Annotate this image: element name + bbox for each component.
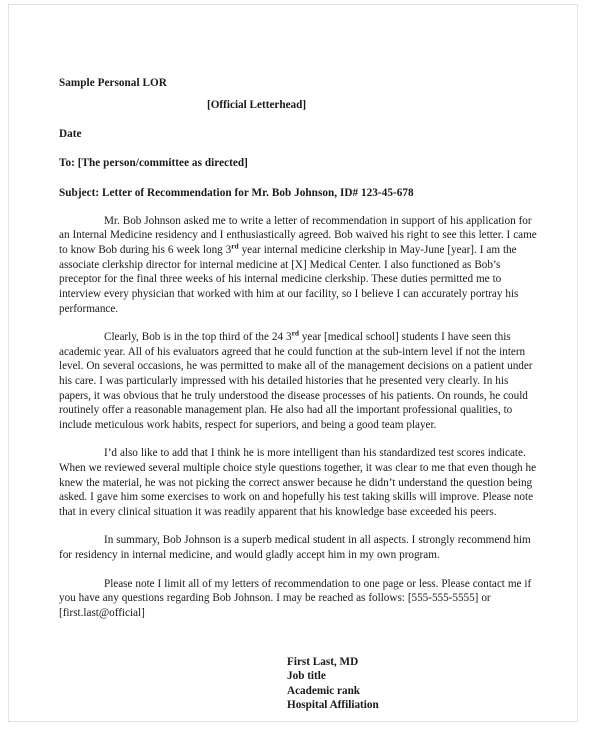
subject-line: Subject: Letter of Recommendation for Mr. Bob Johnson, ID# 123-45-678 (59, 186, 414, 199)
recipient-line: To: [The person/committee as directed] (59, 157, 248, 170)
signer-affiliation: Hospital Affiliation (287, 699, 379, 712)
paragraph-intro-part1: Mr. Bob Johnson asked me to write a letter of recommendation in support of his application for an Internal Medicine residency and I enthusiastically agreed. Bob waived his right to see this letter. I came to know Bob during his 6 week long 3 (59, 214, 537, 257)
paragraph-test-scores: I’d also like to add that I think he is more intelligent than his standardized test scores indicate. When we reviewed several multiple choice style questions together, it was clear to me that even though he knew the material, he was not picking the correct answer because he didn’t understand the question being asked. I gave him some exercises to work on and hopefully his test taking skills will improve. Please note that in every clinical situation it was readily apparent that his knowledge base exceeded his peers. (59, 447, 537, 518)
spacer (59, 90, 541, 99)
letter-body (59, 77, 541, 713)
signature-block (59, 655, 541, 713)
ordinal-suffix-superscript: rd (231, 241, 239, 251)
sample-label: Sample Personal LOR (59, 77, 167, 89)
spacer (59, 171, 541, 187)
paragraph-summary: In summary, Bob Johnson is a superb medical student in all aspects. I strongly recommend him for residency in internal medicine, and would gladly accept him in my own program. (59, 534, 531, 562)
spacer (59, 141, 541, 157)
paragraph-ranking-part1: Clearly, Bob is in the top third of the 24 3 (104, 331, 292, 344)
paragraph-contact: Please note I limit all of my letters of recommendation to one page or less. Please contact me if you have any questions regarding Bob Johnson. I may be reached as follows: [555-555-5555] or [first.last@official] (59, 577, 532, 619)
spacer (59, 316, 541, 330)
signer-academic-rank: Academic rank (287, 684, 361, 697)
spacer (59, 519, 541, 533)
paragraph-ranking (59, 330, 541, 432)
signer-job-title: Job title (287, 670, 326, 683)
ordinal-suffix-superscript: rd (291, 328, 299, 338)
spacer (59, 200, 541, 214)
official-letterhead: [Official Letterhead] (207, 99, 307, 112)
paragraph-intro (59, 214, 541, 316)
paragraph-ranking-part2: year [medical school] students I have seen this academic year. All of his evaluators agreed that he could function at the sub-intern level if not the intern level. On several occasions, he was permitted to make all of the management decisions on a patient under his care. I was particularly impressed with his detailed histories that he presented very clearly. In his papers, it was obvious that he truly understood the disease processes of his patients. On rounds, he could routinely offer a reasonable management plan. He also had all the important professional qualities, to include meticulous work habits, respect for superiors, and being a good team player. (59, 331, 533, 431)
paragraph-intro-part2: year internal medicine clerkship in May-June [year]. I am the associate clerkship director for internal medicine at [X] Medical Center. I also functioned as Bob’s preceptor for the final three weeks of his internal medicine clerkship. These duties permitted me to interview every physician that worked with him at our facility, so I believe I can accurately portray his performance. (59, 244, 519, 315)
spacer (59, 563, 541, 577)
spacer (59, 111, 541, 128)
document-page (8, 4, 578, 722)
date-line: Date (59, 128, 82, 141)
spacer (59, 432, 541, 446)
signer-name: First Last, MD (287, 655, 359, 668)
